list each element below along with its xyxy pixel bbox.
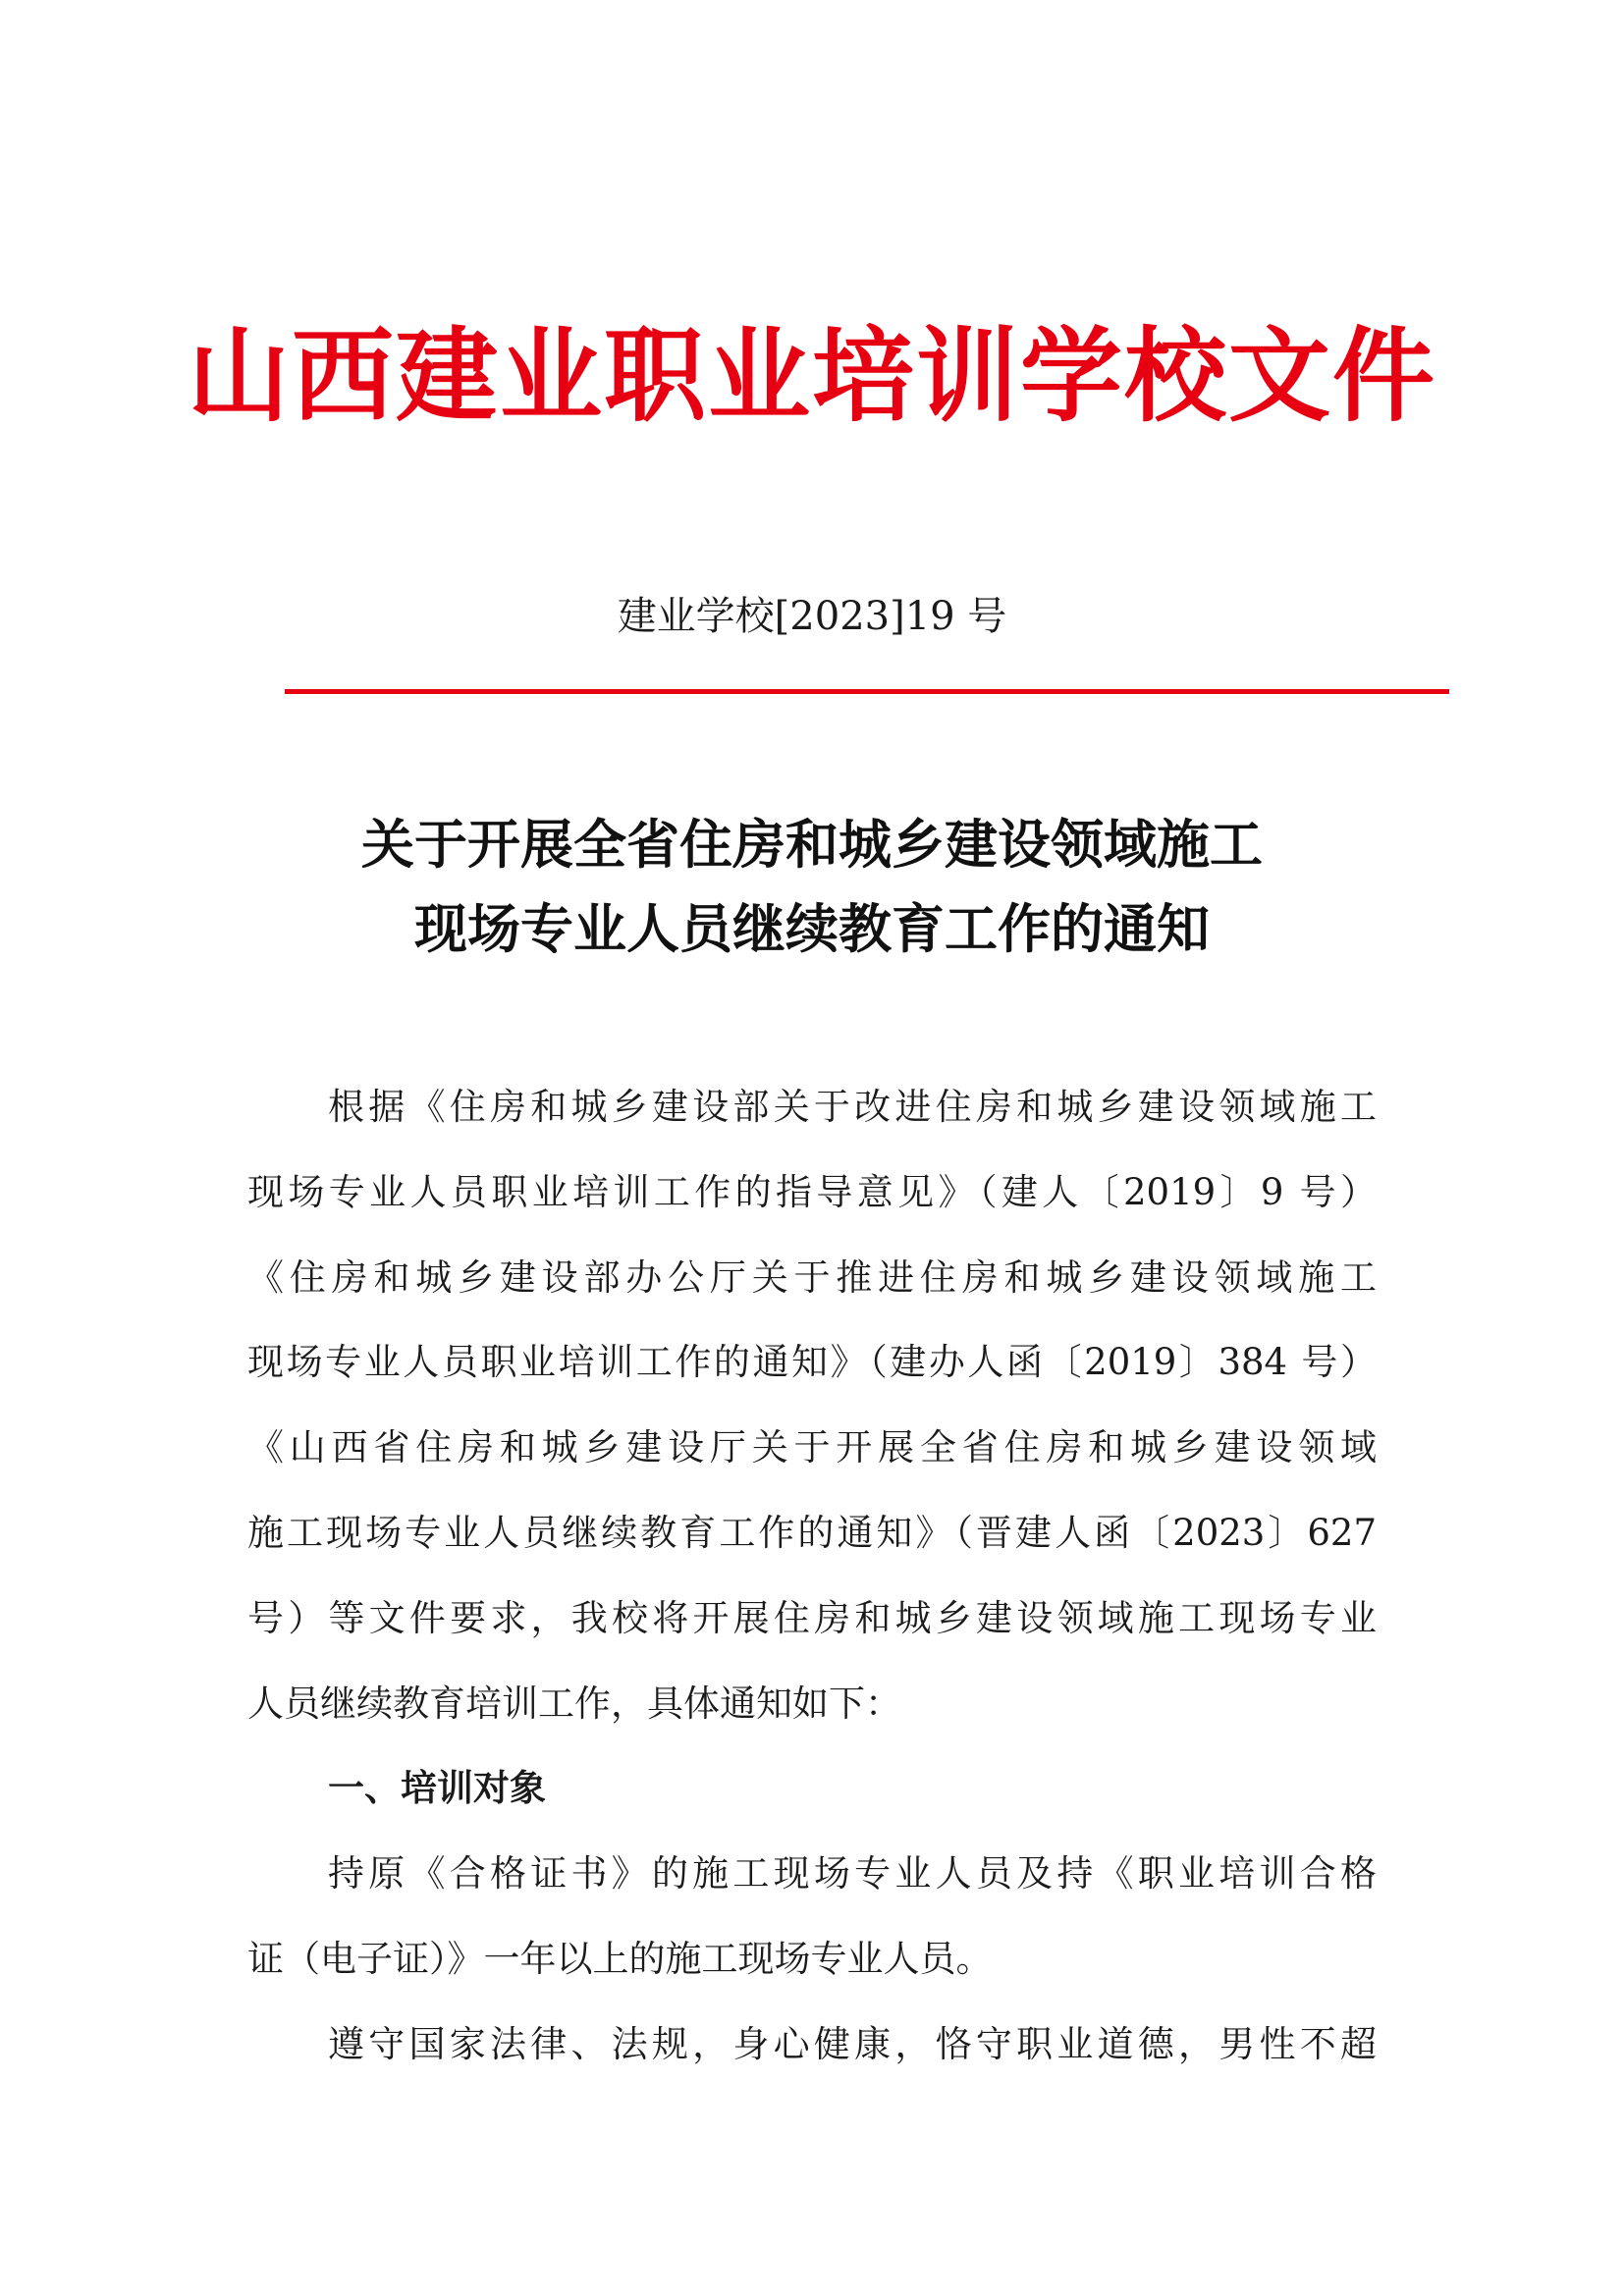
paragraph-1-line: 《山西省住房和城乡建设厅关于开展全省住房和城乡建设领域 [247,1426,1377,1469]
paragraph-3-line: 遵守国家法律、法规，身心健康，恪守职业道德，男性不超 [328,2022,1377,2065]
paragraph-2-line: 证（电子证）》一年以上的施工现场专业人员。 [247,1937,993,1980]
section-1-heading: 一、培训对象 [328,1767,546,1810]
paragraph-2-line: 持原《合格证书》的施工现场专业人员及持《职业培训合格 [328,1852,1377,1896]
paragraph-1-line: 人员继续教育培训工作，具体通知如下： [247,1682,901,1725]
red-separator-rule [285,689,1449,694]
paragraph-1-line: 现场专业人员职业培训工作的通知》（建办人函〔2019〕384 号） [247,1341,1377,1384]
paragraph-1-line: 根据《住房和城乡建设部关于改进住房和城乡建设领域施工 [328,1086,1377,1128]
notice-title-line-1: 关于开展全省住房和城乡建设领域施工 [361,814,1263,876]
paragraph-1-line: 施工现场专业人员继续教育工作的通知》（晋建人函〔2023〕627 [247,1511,1377,1554]
notice-title [0,803,1624,972]
paragraph-1-line: 号）等文件要求，我校将开展住房和城乡建设领域施工现场专业 [247,1596,1377,1639]
org-file-header: 山西建业职业培训学校文件 [187,315,1436,436]
paragraph-1-line: 现场专业人员职业培训工作的指导意见》（建人〔2019〕9 号） [247,1170,1377,1213]
notice-title-line-2: 现场专业人员继续教育工作的通知 [414,898,1210,960]
document-number: 建业学校[2023]19 号 [617,594,1007,639]
document-body [247,1065,1377,2088]
paragraph-1-line: 《住房和城乡建设部办公厅关于推进住房和城乡建设领域施工 [247,1255,1377,1299]
